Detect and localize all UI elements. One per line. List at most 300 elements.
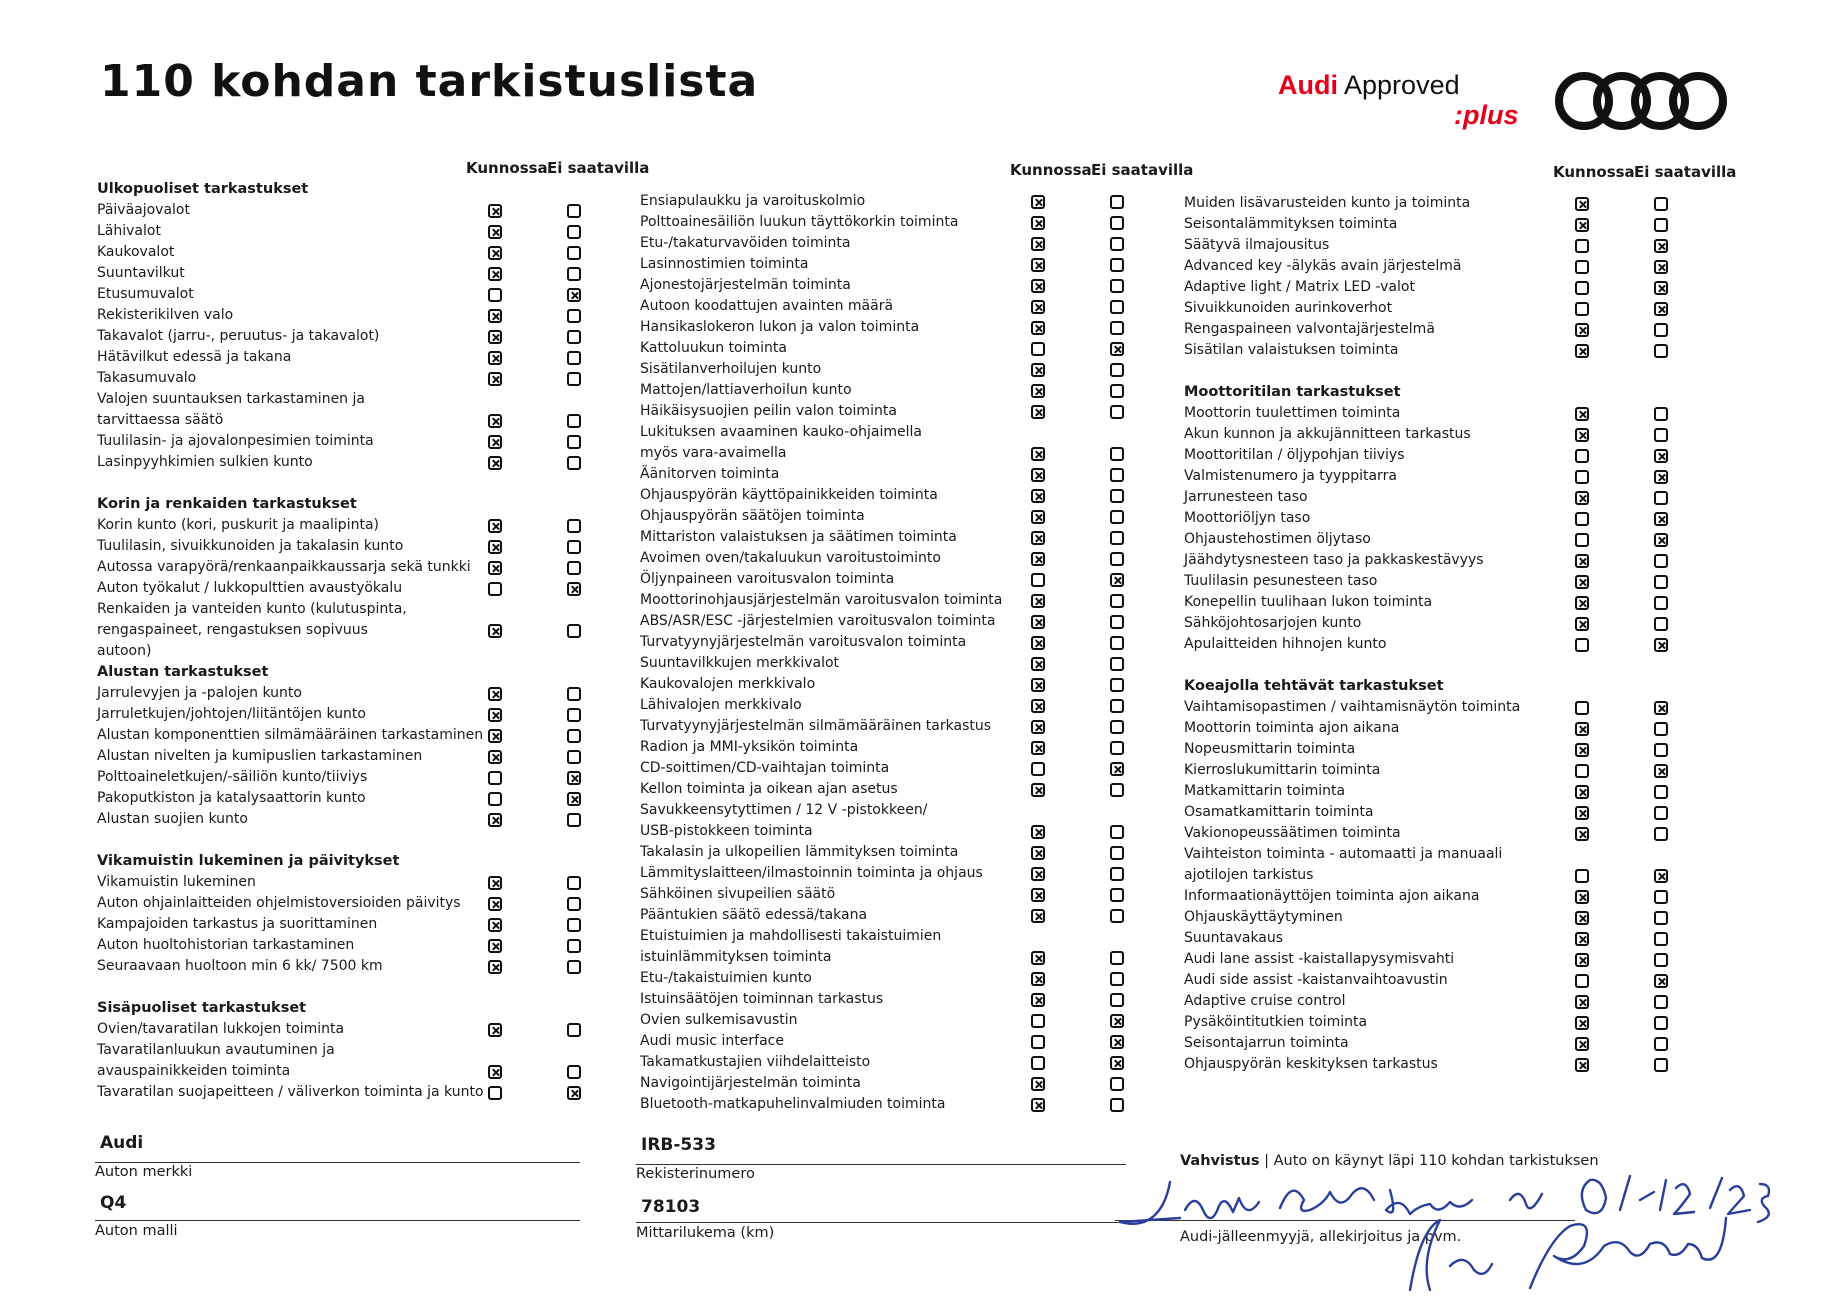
ei-saatavilla-checkbox[interactable] [567,288,581,302]
ei-saatavilla-checkbox[interactable] [1654,596,1668,610]
ei-saatavilla-checkbox[interactable] [1110,951,1124,965]
ei-saatavilla-checkbox[interactable] [1110,1035,1124,1049]
ei-saatavilla-checkbox[interactable] [567,435,581,449]
ei-saatavilla-checkbox[interactable] [1654,449,1668,463]
ei-saatavilla-checkbox[interactable] [1654,281,1668,295]
ei-saatavilla-checkbox[interactable] [567,1023,581,1037]
ei-saatavilla-checkbox[interactable] [1110,741,1124,755]
kunnossa-checkbox[interactable] [1031,825,1045,839]
kunnossa-checkbox[interactable] [1575,407,1589,421]
checklist-row [1184,235,1514,256]
kunnossa-checkbox[interactable] [1031,783,1045,797]
checklist-item-label: Navigointijärjestelmän toiminta [640,1075,861,1091]
ei-saatavilla-checkbox[interactable] [1654,638,1668,652]
kunnossa-checkbox[interactable] [1575,806,1589,820]
kunnossa-checkbox[interactable] [488,330,502,344]
ei-saatavilla-checkbox[interactable] [1654,827,1668,841]
kunnossa-checkbox[interactable] [488,624,502,638]
kunnossa-checkbox[interactable] [488,750,502,764]
checklist-item-label: Kierroslukumittarin toiminta [1184,762,1381,778]
ei-saatavilla-checkbox[interactable] [567,813,581,827]
ei-saatavilla-checkbox[interactable] [1654,491,1668,505]
ei-saatavilla-checkbox[interactable] [1654,617,1668,631]
ei-saatavilla-checkbox[interactable] [1110,846,1124,860]
kunnossa-checkbox[interactable] [488,204,502,218]
checklist-item-label: Takalasin ja ulkopeilien lämmityksen toiminta [640,844,959,860]
kunnossa-checkbox[interactable] [1575,449,1589,463]
kunnossa-checkbox[interactable] [1575,638,1589,652]
ei-saatavilla-checkbox[interactable] [1654,785,1668,799]
kunnossa-checkbox[interactable] [1575,260,1589,274]
kunnossa-checkbox[interactable] [1031,657,1045,671]
ei-saatavilla-checkbox[interactable] [1654,806,1668,820]
ei-saatavilla-checkbox[interactable] [567,582,581,596]
ei-saatavilla-checkbox[interactable] [1110,1014,1124,1028]
kunnossa-checkbox[interactable] [488,351,502,365]
ei-saatavilla-checkbox[interactable] [1110,405,1124,419]
ei-saatavilla-checkbox[interactable] [567,771,581,785]
kunnossa-checkbox[interactable] [1575,596,1589,610]
checklist-row [97,683,497,704]
kunnossa-checkbox[interactable] [1031,594,1045,608]
kunnossa-checkbox[interactable] [488,372,502,386]
kunnossa-checkbox[interactable] [1031,993,1045,1007]
checklist-item-label: Moottorin tuulettimen toiminta [1184,405,1401,421]
ei-saatavilla-checkbox[interactable] [1110,279,1124,293]
checklist-item-label: Ensiapulaukku ja varoituskolmio [640,193,866,209]
ei-saatavilla-checkbox[interactable] [567,876,581,890]
kunnossa-checkbox[interactable] [488,456,502,470]
kunnossa-checkbox[interactable] [1575,932,1589,946]
kunnossa-checkbox[interactable] [1575,281,1589,295]
checklist-row [640,548,1010,569]
checklist-item-label: Sisätilan valaistuksen toiminta [1184,342,1399,358]
kunnossa-checkbox[interactable] [488,960,502,974]
ei-saatavilla-checkbox[interactable] [1654,344,1668,358]
checklist-item-label: Autoon koodattujen avainten määrä [640,298,894,314]
registration-label: Rekisterinumero [636,1166,755,1182]
checklist-item-label: Turvatyynyjärjestelmän silmämääräinen tarkastus [640,718,992,734]
kunnossa-checkbox[interactable] [1575,554,1589,568]
kunnossa-checkbox[interactable] [1031,573,1045,587]
checklist-row [640,1094,1010,1115]
kunnossa-checkbox[interactable] [1575,197,1589,211]
ei-saatavilla-checkbox[interactable] [1654,512,1668,526]
kunnossa-checkbox[interactable] [1575,911,1589,925]
ei-saatavilla-checkbox[interactable] [1110,972,1124,986]
checklist-item-label: Suuntavakaus [1184,930,1284,946]
kunnossa-checkbox[interactable] [1031,741,1045,755]
ei-saatavilla-checkbox[interactable] [567,246,581,260]
kunnossa-checkbox[interactable] [1575,869,1589,883]
kunnossa-checkbox[interactable] [488,729,502,743]
kunnossa-checkbox[interactable] [1575,1058,1589,1072]
ei-saatavilla-checkbox[interactable] [567,456,581,470]
kunnossa-checkbox[interactable] [1031,510,1045,524]
kunnossa-checkbox[interactable] [488,1065,502,1079]
ei-saatavilla-checkbox[interactable] [567,1065,581,1079]
ei-saatavilla-checkbox[interactable] [1110,888,1124,902]
kunnossa-checkbox[interactable] [1031,867,1045,881]
odometer-value: 78103 [641,1197,701,1217]
ei-saatavilla-checkbox[interactable] [1654,260,1668,274]
section-title: Korin ja renkaiden tarkastukset [97,496,357,512]
ei-saatavilla-checkbox[interactable] [1654,1016,1668,1030]
checklist-item-label: Polttoainesäiliön luukun täyttökorkin toiminta [640,214,959,230]
ei-saatavilla-checkbox[interactable] [1654,239,1668,253]
checklist-item-label: Pakoputkiston ja katalysaattorin kunto [97,790,366,806]
kunnossa-checkbox[interactable] [1575,953,1589,967]
ei-saatavilla-checkbox[interactable] [1654,869,1668,883]
ei-saatavilla-checkbox[interactable] [567,561,581,575]
kunnossa-checkbox[interactable] [488,687,502,701]
kunnossa-checkbox[interactable] [488,540,502,554]
kunnossa-checkbox[interactable] [1031,216,1045,230]
checklist-item-label: Tavaratilanluukun avautuminen ja avauspainikkeiden toiminta [97,1042,335,1079]
kunnossa-checkbox[interactable] [1031,1035,1045,1049]
ei-saatavilla-checkbox[interactable] [1110,909,1124,923]
checklist-row [640,1031,1010,1052]
ei-saatavilla-checkbox[interactable] [567,540,581,554]
checklist-item-label: Vaihtamisopastimen / vaihtamisnäytön toiminta [1184,699,1521,715]
ei-saatavilla-checkbox[interactable] [1110,552,1124,566]
kunnossa-checkbox[interactable] [488,435,502,449]
checklist-item-label: Osamatkamittarin toiminta [1184,804,1374,820]
kunnossa-checkbox[interactable] [1575,701,1589,715]
kunnossa-checkbox[interactable] [1575,785,1589,799]
ei-saatavilla-checkbox[interactable] [567,624,581,638]
checklist-row [640,401,1010,422]
kunnossa-checkbox[interactable] [488,561,502,575]
confirmation-bold: Vahvistus [1180,1153,1260,1169]
checklist-item-label: Säätyvä ilmajousitus [1184,237,1330,253]
checklist-item-label: Häikäisysuojien peilin valon toiminta [640,403,897,419]
checklist-item-label: Mittariston valaistuksen ja säätimen toiminta [640,529,957,545]
kunnossa-checkbox[interactable] [1031,615,1045,629]
ei-saatavilla-checkbox[interactable] [1654,764,1668,778]
kunnossa-checkbox[interactable] [488,309,502,323]
checklist-item-label: Vikamuistin lukeminen [97,874,256,890]
kunnossa-checkbox[interactable] [1031,678,1045,692]
kunnossa-checkbox[interactable] [1031,762,1045,776]
kunnossa-checkbox[interactable] [488,813,502,827]
ei-saatavilla-checkbox[interactable] [1110,657,1124,671]
kunnossa-checkbox[interactable] [1031,909,1045,923]
ei-saatavilla-checkbox[interactable] [1110,1077,1124,1091]
ei-saatavilla-checkbox[interactable] [1654,743,1668,757]
kunnossa-checkbox[interactable] [1575,1037,1589,1051]
checklist-row [640,275,1010,296]
ei-saatavilla-checkbox[interactable] [567,330,581,344]
ei-saatavilla-checkbox[interactable] [567,204,581,218]
checklist-item-label: Kaukovalot [97,244,175,260]
ei-saatavilla-checkbox[interactable] [1654,428,1668,442]
ei-saatavilla-checkbox[interactable] [567,267,581,281]
checklist-row [640,779,1010,800]
ei-saatavilla-checkbox[interactable] [567,414,581,428]
kunnossa-checkbox[interactable] [488,1023,502,1037]
kunnossa-checkbox[interactable] [1031,846,1045,860]
checklist-item-label: Moottoritilan / öljypohjan tiiviys [1184,447,1405,463]
ei-saatavilla-checkbox[interactable] [1110,363,1124,377]
ei-saatavilla-checkbox[interactable] [1654,302,1668,316]
ei-saatavilla-checkbox[interactable] [567,687,581,701]
ei-saatavilla-checkbox[interactable] [1110,720,1124,734]
kunnossa-checkbox[interactable] [1031,258,1045,272]
ei-saatavilla-checkbox[interactable] [1654,407,1668,421]
kunnossa-checkbox[interactable] [1575,743,1589,757]
checklist-row [640,1010,1010,1031]
checklist-item-label: Audi side assist -kaistanvaihtoavustin [1184,972,1448,988]
ei-saatavilla-checkbox[interactable] [1110,615,1124,629]
checklist-item-label: Mattojen/lattiaverhoilun kunto [640,382,852,398]
checklist-item-label: Lasinnostimien toiminta [640,256,809,272]
checklist-row [640,716,1010,737]
ei-saatavilla-checkbox[interactable] [1110,783,1124,797]
ei-saatavilla-checkbox[interactable] [567,918,581,932]
checklist-item-label: Valojen suuntauksen tarkastaminen ja tarvittaessa säätö [97,391,365,428]
kunnossa-checkbox[interactable] [1031,321,1045,335]
checklist-item-label: Nopeusmittarin toiminta [1184,741,1356,757]
checklist-item-label: Jarrunesteen taso [1184,489,1308,505]
kunnossa-checkbox[interactable] [1575,827,1589,841]
checklist-row [97,704,497,725]
kunnossa-checkbox[interactable] [1575,617,1589,631]
kunnossa-checkbox[interactable] [488,267,502,281]
ei-saatavilla-checkbox[interactable] [1654,470,1668,484]
ei-saatavilla-checkbox[interactable] [1654,554,1668,568]
ei-saatavilla-checkbox[interactable] [1110,867,1124,881]
ei-saatavilla-checkbox[interactable] [1654,911,1668,925]
ei-saatavilla-checkbox[interactable] [1110,636,1124,650]
kunnossa-checkbox[interactable] [488,288,502,302]
kunnossa-checkbox[interactable] [1575,722,1589,736]
kunnossa-checkbox[interactable] [1575,974,1589,988]
section-title: Moottoritilan tarkastukset [1184,384,1401,400]
ei-saatavilla-checkbox[interactable] [1110,321,1124,335]
kunnossa-checkbox[interactable] [1575,491,1589,505]
kunnossa-checkbox[interactable] [488,414,502,428]
kunnossa-checkbox[interactable] [1031,384,1045,398]
kunnossa-checkbox[interactable] [1031,237,1045,251]
kunnossa-checkbox[interactable] [488,708,502,722]
checklist-item-label: Öljynpaineen varoitusvalon toiminta [640,571,895,587]
kunnossa-checkbox[interactable] [488,792,502,806]
checklist-item-label: Sivuikkunoiden aurinkoverhot [1184,300,1393,316]
ei-saatavilla-checkbox[interactable] [1110,762,1124,776]
kunnossa-checkbox[interactable] [1575,239,1589,253]
checklist-item-label: Lähivalojen merkkivalo [640,697,802,713]
kunnossa-checkbox[interactable] [1575,995,1589,1009]
ei-saatavilla-checkbox[interactable] [1654,197,1668,211]
ei-saatavilla-checkbox[interactable] [1654,1058,1668,1072]
ei-saatavilla-checkbox[interactable] [567,897,581,911]
checklist-item-label: Etu-/takaistuimien kunto [640,970,812,986]
kunnossa-checkbox[interactable] [1031,489,1045,503]
checklist-row [97,767,497,788]
kunnossa-checkbox[interactable] [488,918,502,932]
kunnossa-checkbox[interactable] [488,939,502,953]
ei-saatavilla-checkbox[interactable] [567,792,581,806]
checklist-row [97,578,497,599]
checklist-row [1184,802,1514,823]
kunnossa-checkbox[interactable] [1575,890,1589,904]
ei-saatavilla-checkbox[interactable] [567,372,581,386]
checklist-item-label: Auton huoltohistorian tarkastaminen [97,937,355,953]
ei-saatavilla-checkbox[interactable] [1654,701,1668,715]
checklist-row [97,788,497,809]
checklist-row [640,989,1010,1010]
ei-saatavilla-checkbox[interactable] [1654,890,1668,904]
kunnossa-checkbox[interactable] [1575,428,1589,442]
kunnossa-checkbox[interactable] [1575,470,1589,484]
ei-saatavilla-checkbox[interactable] [1110,258,1124,272]
kunnossa-checkbox[interactable] [1575,764,1589,778]
kunnossa-checkbox[interactable] [1031,951,1045,965]
checklist-item-label: Lämmityslaitteen/ilmastoinnin toiminta ja ohjaus [640,865,983,881]
kunnossa-checkbox[interactable] [1031,300,1045,314]
ei-saatavilla-checkbox[interactable] [567,309,581,323]
checklist-item-label: Pysäköintitutkien toiminta [1184,1014,1368,1030]
section-title: Vikamuistin lukeminen ja päivitykset [97,853,400,869]
kunnossa-checkbox[interactable] [1031,972,1045,986]
checklist-row [1184,634,1514,655]
checklist-row [97,389,497,431]
kunnossa-checkbox[interactable] [1575,533,1589,547]
kunnossa-checkbox[interactable] [1031,363,1045,377]
checklist-item-label: Tuulilasin, sivuikkunoiden ja takalasin kunto [97,538,404,554]
model-underline [95,1220,580,1221]
ei-saatavilla-checkbox[interactable] [1110,300,1124,314]
ei-saatavilla-checkbox[interactable] [1110,468,1124,482]
ei-saatavilla-checkbox[interactable] [1110,531,1124,545]
ei-saatavilla-checkbox[interactable] [1654,533,1668,547]
ei-saatavilla-checkbox[interactable] [1110,825,1124,839]
checklist-row [1184,508,1514,529]
ei-saatavilla-checkbox[interactable] [1110,699,1124,713]
kunnossa-checkbox[interactable] [1575,575,1589,589]
checklist-row [97,746,497,767]
kunnossa-checkbox[interactable] [488,876,502,890]
kunnossa-checkbox[interactable] [1575,344,1589,358]
kunnossa-checkbox[interactable] [1575,1016,1589,1030]
ei-saatavilla-checkbox[interactable] [1110,237,1124,251]
ei-saatavilla-checkbox[interactable] [567,729,581,743]
kunnossa-checkbox[interactable] [1031,636,1045,650]
ei-saatavilla-checkbox[interactable] [1110,993,1124,1007]
checklist-row [97,536,497,557]
ei-saatavilla-checkbox[interactable] [567,939,581,953]
kunnossa-checkbox[interactable] [1031,552,1045,566]
ei-saatavilla-checkbox[interactable] [1654,995,1668,1009]
ei-saatavilla-checkbox[interactable] [1110,216,1124,230]
kunnossa-checkbox[interactable] [1031,531,1045,545]
checklist-row [97,515,497,536]
ei-saatavilla-checkbox[interactable] [1110,594,1124,608]
kunnossa-checkbox[interactable] [1575,323,1589,337]
kunnossa-checkbox[interactable] [1575,512,1589,526]
brand-plus: :plus [1454,100,1519,130]
checklist-item-label: Lasinpyyhkimien sulkien kunto [97,454,313,470]
checklist-row [1184,592,1514,613]
ei-saatavilla-checkbox[interactable] [1110,384,1124,398]
ei-saatavilla-checkbox[interactable] [1110,1098,1124,1112]
checklist-item-label: CD-soittimen/CD-vaihtajan toiminta [640,760,890,776]
ei-saatavilla-checkbox[interactable] [1654,323,1668,337]
ei-saatavilla-checkbox[interactable] [1110,489,1124,503]
kunnossa-checkbox[interactable] [1031,342,1045,356]
checklist-row [640,800,1010,842]
kunnossa-checkbox[interactable] [1031,720,1045,734]
checklist-row [97,284,497,305]
checklist-row [640,611,1010,632]
kunnossa-checkbox[interactable] [1031,468,1045,482]
checklist-row [640,1052,1010,1073]
checklist-item-label: Valmistenumero ja tyyppitarra [1184,468,1397,484]
ei-saatavilla-checkbox[interactable] [567,519,581,533]
kunnossa-checkbox[interactable] [488,1086,502,1100]
kunnossa-checkbox[interactable] [1575,218,1589,232]
kunnossa-checkbox[interactable] [488,582,502,596]
section-title: Alustan tarkastukset [97,664,269,680]
ei-saatavilla-checkbox[interactable] [1110,573,1124,587]
ei-saatavilla-checkbox[interactable] [1654,974,1668,988]
kunnossa-checkbox[interactable] [1031,699,1045,713]
checklist-row [97,368,497,389]
ei-saatavilla-checkbox[interactable] [567,750,581,764]
ei-saatavilla-checkbox[interactable] [567,960,581,974]
kunnossa-checkbox[interactable] [488,519,502,533]
section-title: Ulkopuoliset tarkastukset [97,181,309,197]
kunnossa-checkbox[interactable] [488,897,502,911]
section-gap [1184,655,1514,676]
ei-saatavilla-checkbox[interactable] [567,351,581,365]
kunnossa-checkbox[interactable] [1575,302,1589,316]
ei-saatavilla-checkbox[interactable] [1110,342,1124,356]
ei-saatavilla-checkbox[interactable] [1110,1056,1124,1070]
kunnossa-checkbox[interactable] [1031,1098,1045,1112]
kunnossa-checkbox[interactable] [1031,447,1045,461]
ei-saatavilla-checkbox[interactable] [1110,510,1124,524]
ei-saatavilla-checkbox[interactable] [567,225,581,239]
kunnossa-checkbox[interactable] [1031,1014,1045,1028]
ei-saatavilla-checkbox[interactable] [1110,678,1124,692]
kunnossa-checkbox[interactable] [488,246,502,260]
ei-saatavilla-checkbox[interactable] [1654,953,1668,967]
ei-saatavilla-checkbox[interactable] [1110,195,1124,209]
ei-saatavilla-checkbox[interactable] [1654,218,1668,232]
kunnossa-checkbox[interactable] [1031,195,1045,209]
kunnossa-checkbox[interactable] [1031,1077,1045,1091]
kunnossa-checkbox[interactable] [1031,888,1045,902]
kunnossa-checkbox[interactable] [1031,279,1045,293]
checklist-column-2 [640,191,1010,1115]
kunnossa-checkbox[interactable] [1031,1056,1045,1070]
ei-saatavilla-checkbox[interactable] [1654,932,1668,946]
kunnossa-checkbox[interactable] [1031,405,1045,419]
ei-saatavilla-checkbox[interactable] [1110,447,1124,461]
checklist-row [97,431,497,452]
model-label: Auton malli [95,1223,178,1239]
ei-saatavilla-checkbox[interactable] [1654,575,1668,589]
checklist-row [1184,550,1514,571]
kunnossa-checkbox[interactable] [488,771,502,785]
kunnossa-checkbox[interactable] [488,225,502,239]
ei-saatavilla-checkbox[interactable] [567,1086,581,1100]
ei-saatavilla-checkbox[interactable] [1654,722,1668,736]
ei-saatavilla-checkbox[interactable] [1654,1037,1668,1051]
ei-saatavilla-checkbox[interactable] [567,708,581,722]
